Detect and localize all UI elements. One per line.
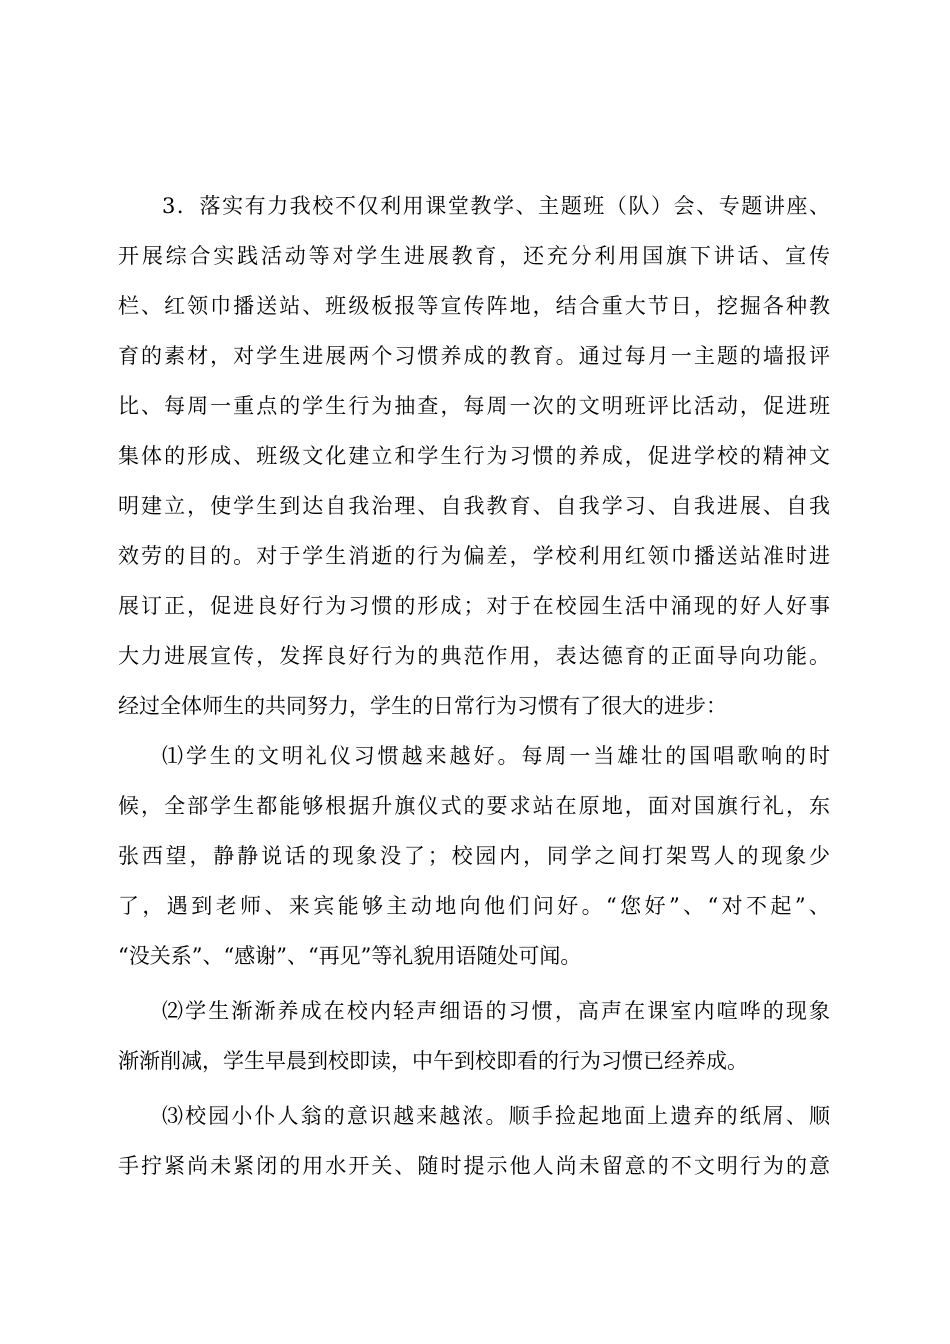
paragraph-2-line-2: 候，全部学生都能够根据升旗仪式的要求站在原地，面对国旗行礼，东 (118, 794, 830, 818)
paragraph-1-line-5: 比、每周一重点的学生行为抽查，每周一次的文明班评比活动，促进班 (118, 394, 830, 418)
paragraph-2-line-3: 张西望，静静说话的现象没了；校园内，同学之间打架骂人的现象少 (118, 844, 830, 868)
paragraph-4-line-2: 手拧紧尚未紧闭的用水开关、随时提示他人尚未留意的不文明行为的意 (118, 1154, 830, 1178)
paragraph-1-line-11: 经过全体师生的共同努力，学生的日常行为习惯有了很大的进步： (118, 694, 727, 718)
paragraph-1-line-2: 开展综合实践活动等对学生进展教育，还充分利用国旗下讲话、宣传 (118, 244, 830, 268)
paragraph-1-line-7: 明建立，使学生到达自我治理、自我教育、自我学习、自我进展、自我 (118, 494, 830, 518)
paragraph-3-line-1: ⑵学生渐渐养成在校内轻声细语的习惯，高声在课室内喧哗的现象 (162, 999, 830, 1023)
paragraph-1-line-10: 大力进展宣传，发挥良好行为的典范作用，表达德育的正面导向功能。 (118, 644, 830, 668)
paragraph-2-line-4: 了，遇到老师、来宾能够主动地向他们问好。“您好”、“对不起”、 (118, 894, 830, 918)
paragraph-3-line-2: 渐渐削减，学生早晨到校即读，中午到校即看的行为习惯已经养成。 (118, 1049, 748, 1073)
paragraph-2-line-1: ⑴学生的文明礼仪习惯越来越好。每周一当雄壮的国唱歌响的时 (162, 744, 830, 768)
paragraph-1-line-1: 3．落实有力我校不仅利用课堂教学、主题班（队）会、专题讲座、 (162, 194, 830, 218)
paragraph-1-line-8: 效劳的目的。对于学生消逝的行为偏差，学校利用红领巾播送站准时进 (118, 544, 830, 568)
paragraph-1-line-9: 展订正，促进良好行为习惯的形成；对于在校园生活中涌现的好人好事 (118, 594, 830, 618)
paragraph-1-line-6: 集体的形成、班级文化建立和学生行为习惯的养成，促进学校的精神文 (118, 444, 830, 468)
paragraph-4-line-1: ⑶校园小仆人翁的意识越来越浓。顺手捡起地面上遗弃的纸屑、顺 (162, 1104, 830, 1128)
paragraph-1-line-3: 栏、红领巾播送站、班级板报等宣传阵地，结合重大节日，挖掘各种教 (118, 294, 830, 318)
paragraph-1-line-4: 育的素材，对学生进展两个习惯养成的教育。通过每月一主题的墙报评 (118, 344, 830, 368)
paragraph-2-line-5: “没关系”、“感谢”、“再见”等礼貌用语随处可闻。 (118, 944, 582, 968)
